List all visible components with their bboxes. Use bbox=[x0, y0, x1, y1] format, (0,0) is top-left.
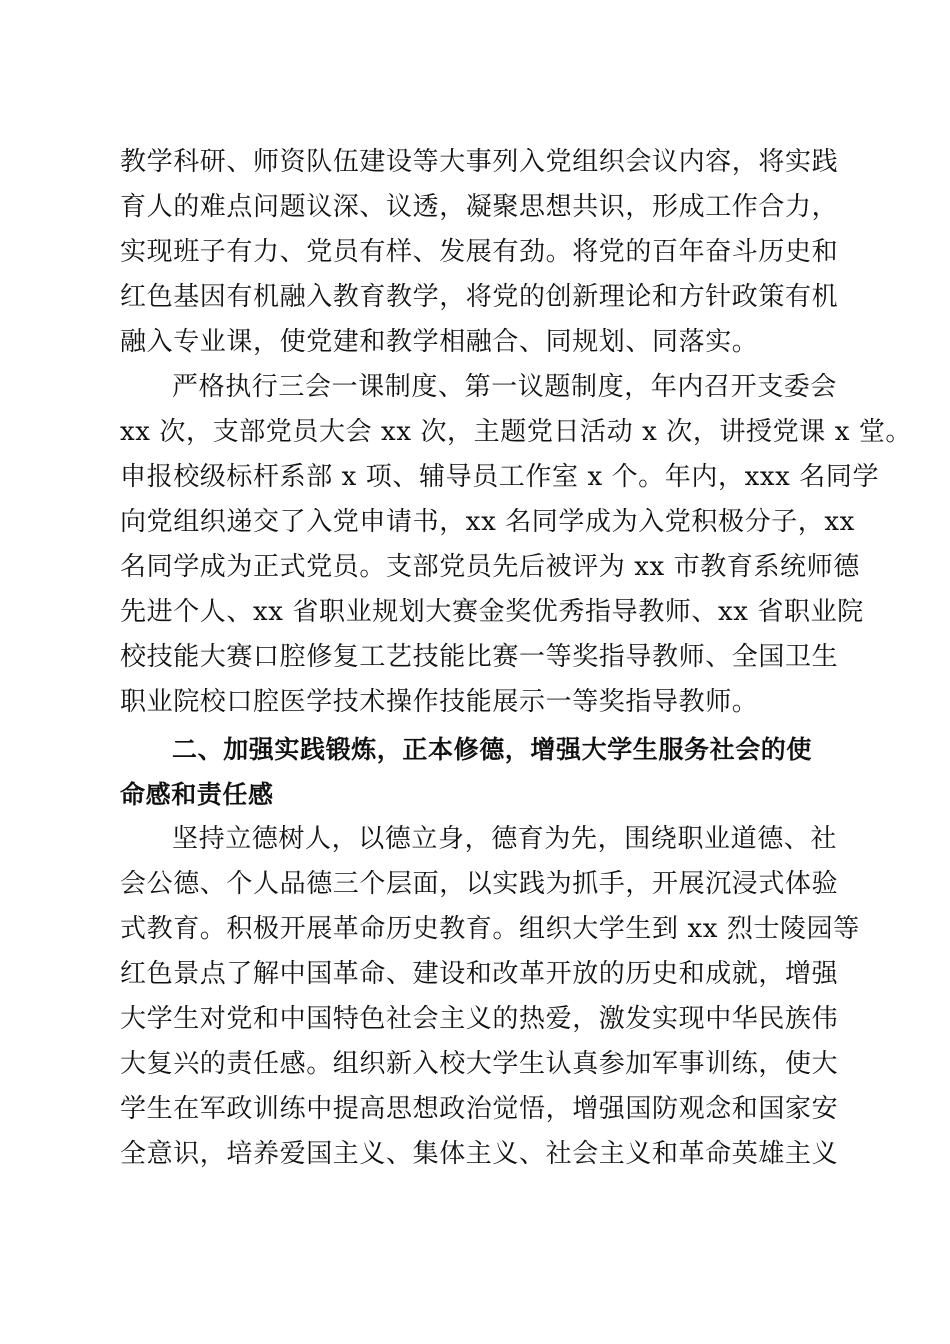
text-line: 实现班子有力、党员有样、发展有劲。将党的百年奋斗历史和 bbox=[120, 237, 839, 267]
text-line: 坚持立德树人，以德立身，德育为先，围绕职业道德、社 bbox=[172, 824, 838, 854]
text-line: 职业院校口腔医学技术操作技能展示一等奖指导教师。 bbox=[120, 687, 759, 717]
text-line: 校技能大赛口腔修复工艺技能比赛一等奖指导教师、全国卫生 bbox=[120, 642, 839, 672]
text-line: 式教育。积极开展革命历史教育。组织大学生到 xx 烈士陵园等 bbox=[120, 914, 860, 944]
paragraph-3 bbox=[120, 817, 860, 1177]
text-line: 向党组织递交了入党申请书，xx 名同学成为入党积极分子，xx bbox=[120, 507, 855, 537]
text-line: 育人的难点问题议深、议透，凝聚思想共识，形成工作合力， bbox=[120, 192, 839, 222]
text-line: 严格执行三会一课制度、第一议题制度，年内召开支委会 bbox=[172, 372, 838, 402]
paragraph-1 bbox=[120, 140, 839, 365]
text-line: 融入专业课，使党建和教学相融合、同规划、同落实。 bbox=[120, 327, 759, 357]
text-line: 申报校级标杆系部 x 项、辅导员工作室 x 个。年内，xxx 名同学 bbox=[120, 462, 880, 492]
paragraph-2 bbox=[120, 365, 913, 725]
text-line: 大复兴的责任感。组织新入校大学生认真参加军事训练，使大 bbox=[120, 1049, 839, 1079]
section-heading bbox=[120, 727, 830, 817]
text-line: 教学科研、师资队伍建设等大事列入党组织会议内容，将实践 bbox=[120, 147, 839, 177]
text-line: 红色景点了解中国革命、建设和改革开放的历史和成就，增强 bbox=[120, 959, 839, 989]
text-line: 学生在军政训练中提高思想政治觉悟，增强国防观念和国家安 bbox=[120, 1094, 839, 1124]
text-line: 红色基因有机融入教育教学，将党的创新理论和方针政策有机 bbox=[120, 282, 839, 312]
document-body bbox=[120, 140, 913, 1177]
heading-line: 二、加强实践锻炼，正本修德，增强大学生服务社会的使 bbox=[172, 735, 813, 764]
text-line: 会公德、个人品德三个层面，以实践为抓手，开展沉浸式体验 bbox=[120, 869, 839, 899]
heading-line: 命感和责任感 bbox=[120, 780, 274, 809]
text-line: 全意识，培养爱国主义、集体主义、社会主义和革命英雄主义 bbox=[120, 1139, 839, 1169]
text-line: 先进个人、xx 省职业规划大赛金奖优秀指导教师、xx 省职业院 bbox=[120, 597, 864, 627]
text-line: 大学生对党和中国特色社会主义的热爱，激发实现中华民族伟 bbox=[120, 1004, 839, 1034]
text-line: xx 次，支部党员大会 xx 次，主题党日活动 x 次，讲授党课 x 堂。 bbox=[120, 417, 913, 447]
text-line: 名同学成为正式党员。支部党员先后被评为 xx 市教育系统师德 bbox=[120, 552, 860, 582]
